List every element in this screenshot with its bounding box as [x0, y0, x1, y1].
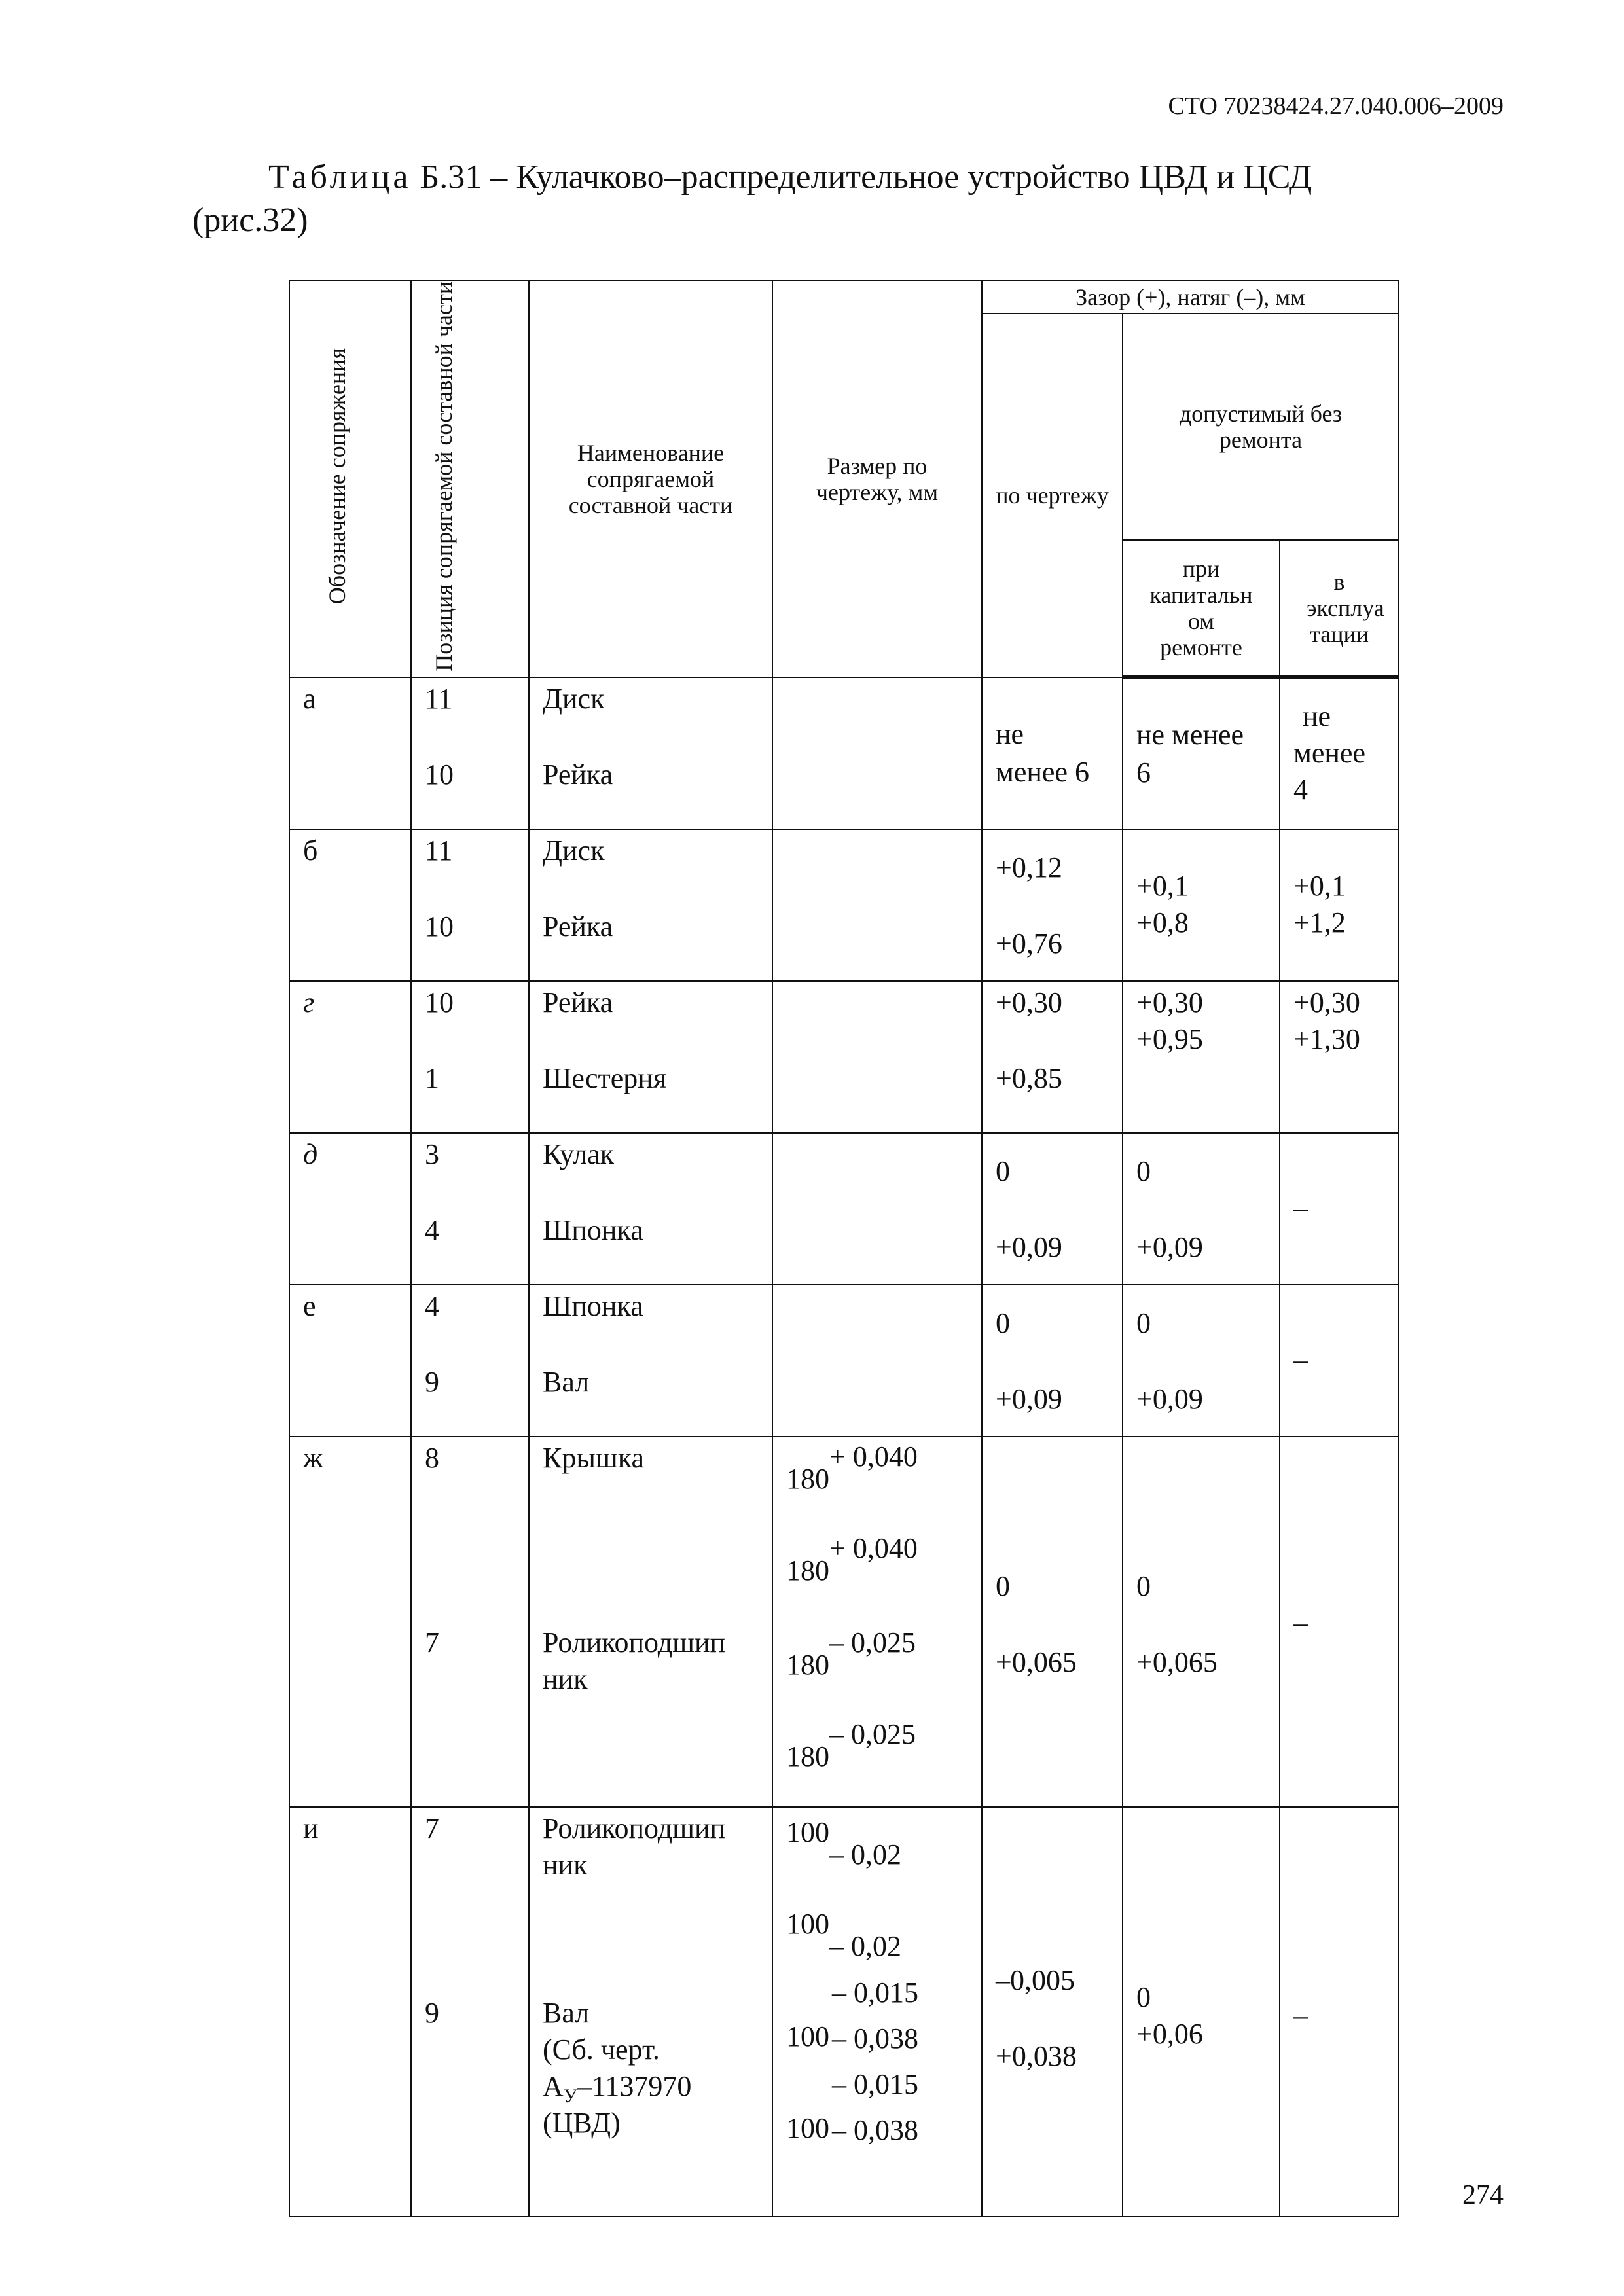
name-cell: Роликоподшип — [543, 1626, 726, 1659]
drawing-value: +0,12 — [996, 851, 1062, 884]
operation-value: – — [1293, 1999, 1308, 2032]
table-row — [289, 1133, 1399, 1285]
drawing-value: +0,09 — [996, 1230, 1062, 1263]
operation-value: – — [1293, 1606, 1308, 1639]
name-cell: $А_У-1137970$ — [543, 2070, 692, 2107]
capital-value: +0,8 — [1136, 906, 1189, 939]
header-allowed-group: допустимый без ремонта — [1123, 314, 1399, 540]
size-base: 100 — [786, 1907, 829, 1940]
operation-value: 4 — [1293, 774, 1308, 806]
capital-value: +0,1 — [1136, 869, 1189, 902]
size-deviation-lower: – 0,038 — [832, 2022, 918, 2054]
operation-value: +0,30 — [1293, 986, 1360, 1018]
size-deviation-upper: – 0,015 — [832, 2068, 918, 2100]
capital-value: +0,06 — [1136, 2017, 1203, 2050]
size-base: 100 — [786, 2111, 829, 2144]
size-deviation: – 0,025 — [829, 1626, 916, 1659]
size-base: 180 — [786, 1554, 829, 1587]
position-cell: 10 — [425, 910, 454, 942]
position-cell: 3 — [425, 1138, 439, 1170]
table-row — [289, 677, 1399, 829]
name-cell: Рейка — [543, 986, 613, 1018]
name-cell: Шестерня — [543, 1062, 667, 1094]
drawing-value: не — [996, 717, 1024, 750]
size-deviation: + 0,040 — [829, 1532, 918, 1564]
capital-value: +0,065 — [1136, 1645, 1218, 1678]
header-capital-repair: при капитальн ом ремонте — [1123, 540, 1280, 677]
header-size: Размер по чертежу, мм — [772, 281, 982, 677]
operation-value: +1,2 — [1293, 906, 1346, 939]
position-cell: 9 — [425, 1365, 439, 1398]
capital-value: не менее — [1136, 719, 1244, 751]
drawing-value: –0,005 — [996, 1964, 1075, 1996]
size-base: 100 — [786, 1816, 829, 1848]
designation-cell: д — [303, 1138, 318, 1170]
operation-value: +1,30 — [1293, 1022, 1360, 1055]
drawing-value: 0 — [996, 1570, 1010, 1602]
size-deviation: – 0,025 — [829, 1717, 916, 1750]
table-row — [289, 1437, 1399, 1807]
operation-value: +0,1 — [1293, 869, 1346, 902]
capital-value: 0 — [1136, 1155, 1151, 1187]
header-operation: в эксплуа тации — [1280, 540, 1399, 677]
name-cell: Рейка — [543, 910, 613, 942]
designation-cell: ж — [303, 1441, 323, 1474]
name-cell: (ЦВД) — [543, 2106, 621, 2139]
drawing-value: +0,76 — [996, 927, 1062, 960]
capital-value: +0,09 — [1136, 1230, 1203, 1263]
size-base: 180 — [786, 1648, 829, 1681]
header-gap-group: Зазор (+), натяг (–), мм — [982, 281, 1399, 314]
caption-figure-ref: (рис.32) — [192, 202, 308, 239]
name-cell: Шпонка — [543, 1213, 643, 1246]
size-deviation: – 0,02 — [829, 1838, 901, 1871]
position-cell: 11 — [425, 682, 453, 715]
header-name: Наименование сопрягаемой составной части — [529, 281, 772, 677]
name-cell: Шпонка — [543, 1289, 643, 1322]
operation-value: – — [1293, 1343, 1308, 1376]
drawing-value: менее 6 — [996, 755, 1089, 788]
capital-value: +0,30 — [1136, 986, 1203, 1018]
header-designation: Обозначение сопряжения — [289, 281, 411, 677]
drawing-value: +0,85 — [996, 1062, 1062, 1094]
document-code: СТО 70238424.27.040.006–2009 — [1168, 92, 1504, 120]
designation-cell: а — [303, 682, 316, 715]
capital-value: +0,09 — [1136, 1382, 1203, 1415]
capital-value: 0 — [1136, 1570, 1151, 1602]
size-deviation: – 0,02 — [829, 1929, 901, 1962]
name-cell: Кулак — [543, 1138, 614, 1170]
table-caption — [192, 156, 1475, 242]
header-by-drawing: по чертежу — [982, 314, 1123, 677]
name-cell: (Сб. черт. — [543, 2033, 660, 2066]
drawing-value: 0 — [996, 1306, 1010, 1339]
name-cell: Вал — [543, 1996, 590, 2029]
operation-value: не — [1303, 700, 1331, 733]
drawing-value: +0,30 — [996, 986, 1062, 1018]
designation-cell: е — [303, 1289, 316, 1322]
caption-title: Б.31 – Кулачково–распределительное устройство ЦВД и ЦСД — [411, 158, 1312, 196]
operation-value: менее — [1293, 737, 1365, 770]
table-row — [289, 1285, 1399, 1437]
header-position: Позиция сопрягаемой составной части — [411, 281, 529, 677]
position-cell: 7 — [425, 1812, 439, 1844]
drawing-value: 0 — [996, 1155, 1010, 1187]
name-cell: Рейка — [543, 758, 613, 791]
position-cell: 4 — [425, 1213, 439, 1246]
name-cell: ник — [543, 1848, 588, 1881]
size-deviation-lower: – 0,038 — [832, 2113, 918, 2146]
designation-cell: и — [303, 1812, 319, 1844]
operation-value: – — [1293, 1191, 1308, 1224]
position-cell: 1 — [425, 1062, 439, 1094]
designation-cell: б — [303, 834, 318, 867]
capital-value: 0 — [1136, 1981, 1151, 2013]
size-base: 180 — [786, 1740, 829, 1772]
drawing-value: +0,038 — [996, 2039, 1077, 2072]
name-cell: ник — [543, 1662, 588, 1695]
capital-value: 6 — [1136, 757, 1151, 789]
size-deviation-upper: – 0,015 — [832, 1976, 918, 2009]
drawing-value: +0,09 — [996, 1382, 1062, 1415]
position-cell: 8 — [425, 1441, 439, 1474]
position-cell: 11 — [425, 834, 453, 867]
position-cell: 9 — [425, 1996, 439, 2029]
position-cell: 10 — [425, 758, 454, 791]
position-cell: 7 — [425, 1626, 439, 1659]
name-cell: Роликоподшип — [543, 1812, 726, 1844]
designation-cell: г — [303, 986, 315, 1018]
size-base: 180 — [786, 1462, 829, 1495]
name-cell: Диск — [543, 834, 605, 867]
name-cell: Крышка — [543, 1441, 645, 1474]
size-base: 100 — [786, 2020, 829, 2053]
drawing-value: +0,065 — [996, 1645, 1077, 1678]
position-cell: 4 — [425, 1289, 439, 1322]
table-row — [289, 829, 1399, 981]
table-row — [289, 1807, 1399, 2217]
capital-value: +0,95 — [1136, 1022, 1203, 1055]
page-number: 274 — [1462, 2180, 1504, 2210]
data-table — [289, 280, 1399, 2217]
size-deviation: + 0,040 — [829, 1440, 918, 1473]
capital-value: 0 — [1136, 1306, 1151, 1339]
position-cell: 10 — [425, 986, 454, 1018]
table-row — [289, 981, 1399, 1133]
caption-label: Таблица — [268, 158, 412, 196]
name-cell: Диск — [543, 682, 605, 715]
name-cell: Вал — [543, 1365, 590, 1398]
